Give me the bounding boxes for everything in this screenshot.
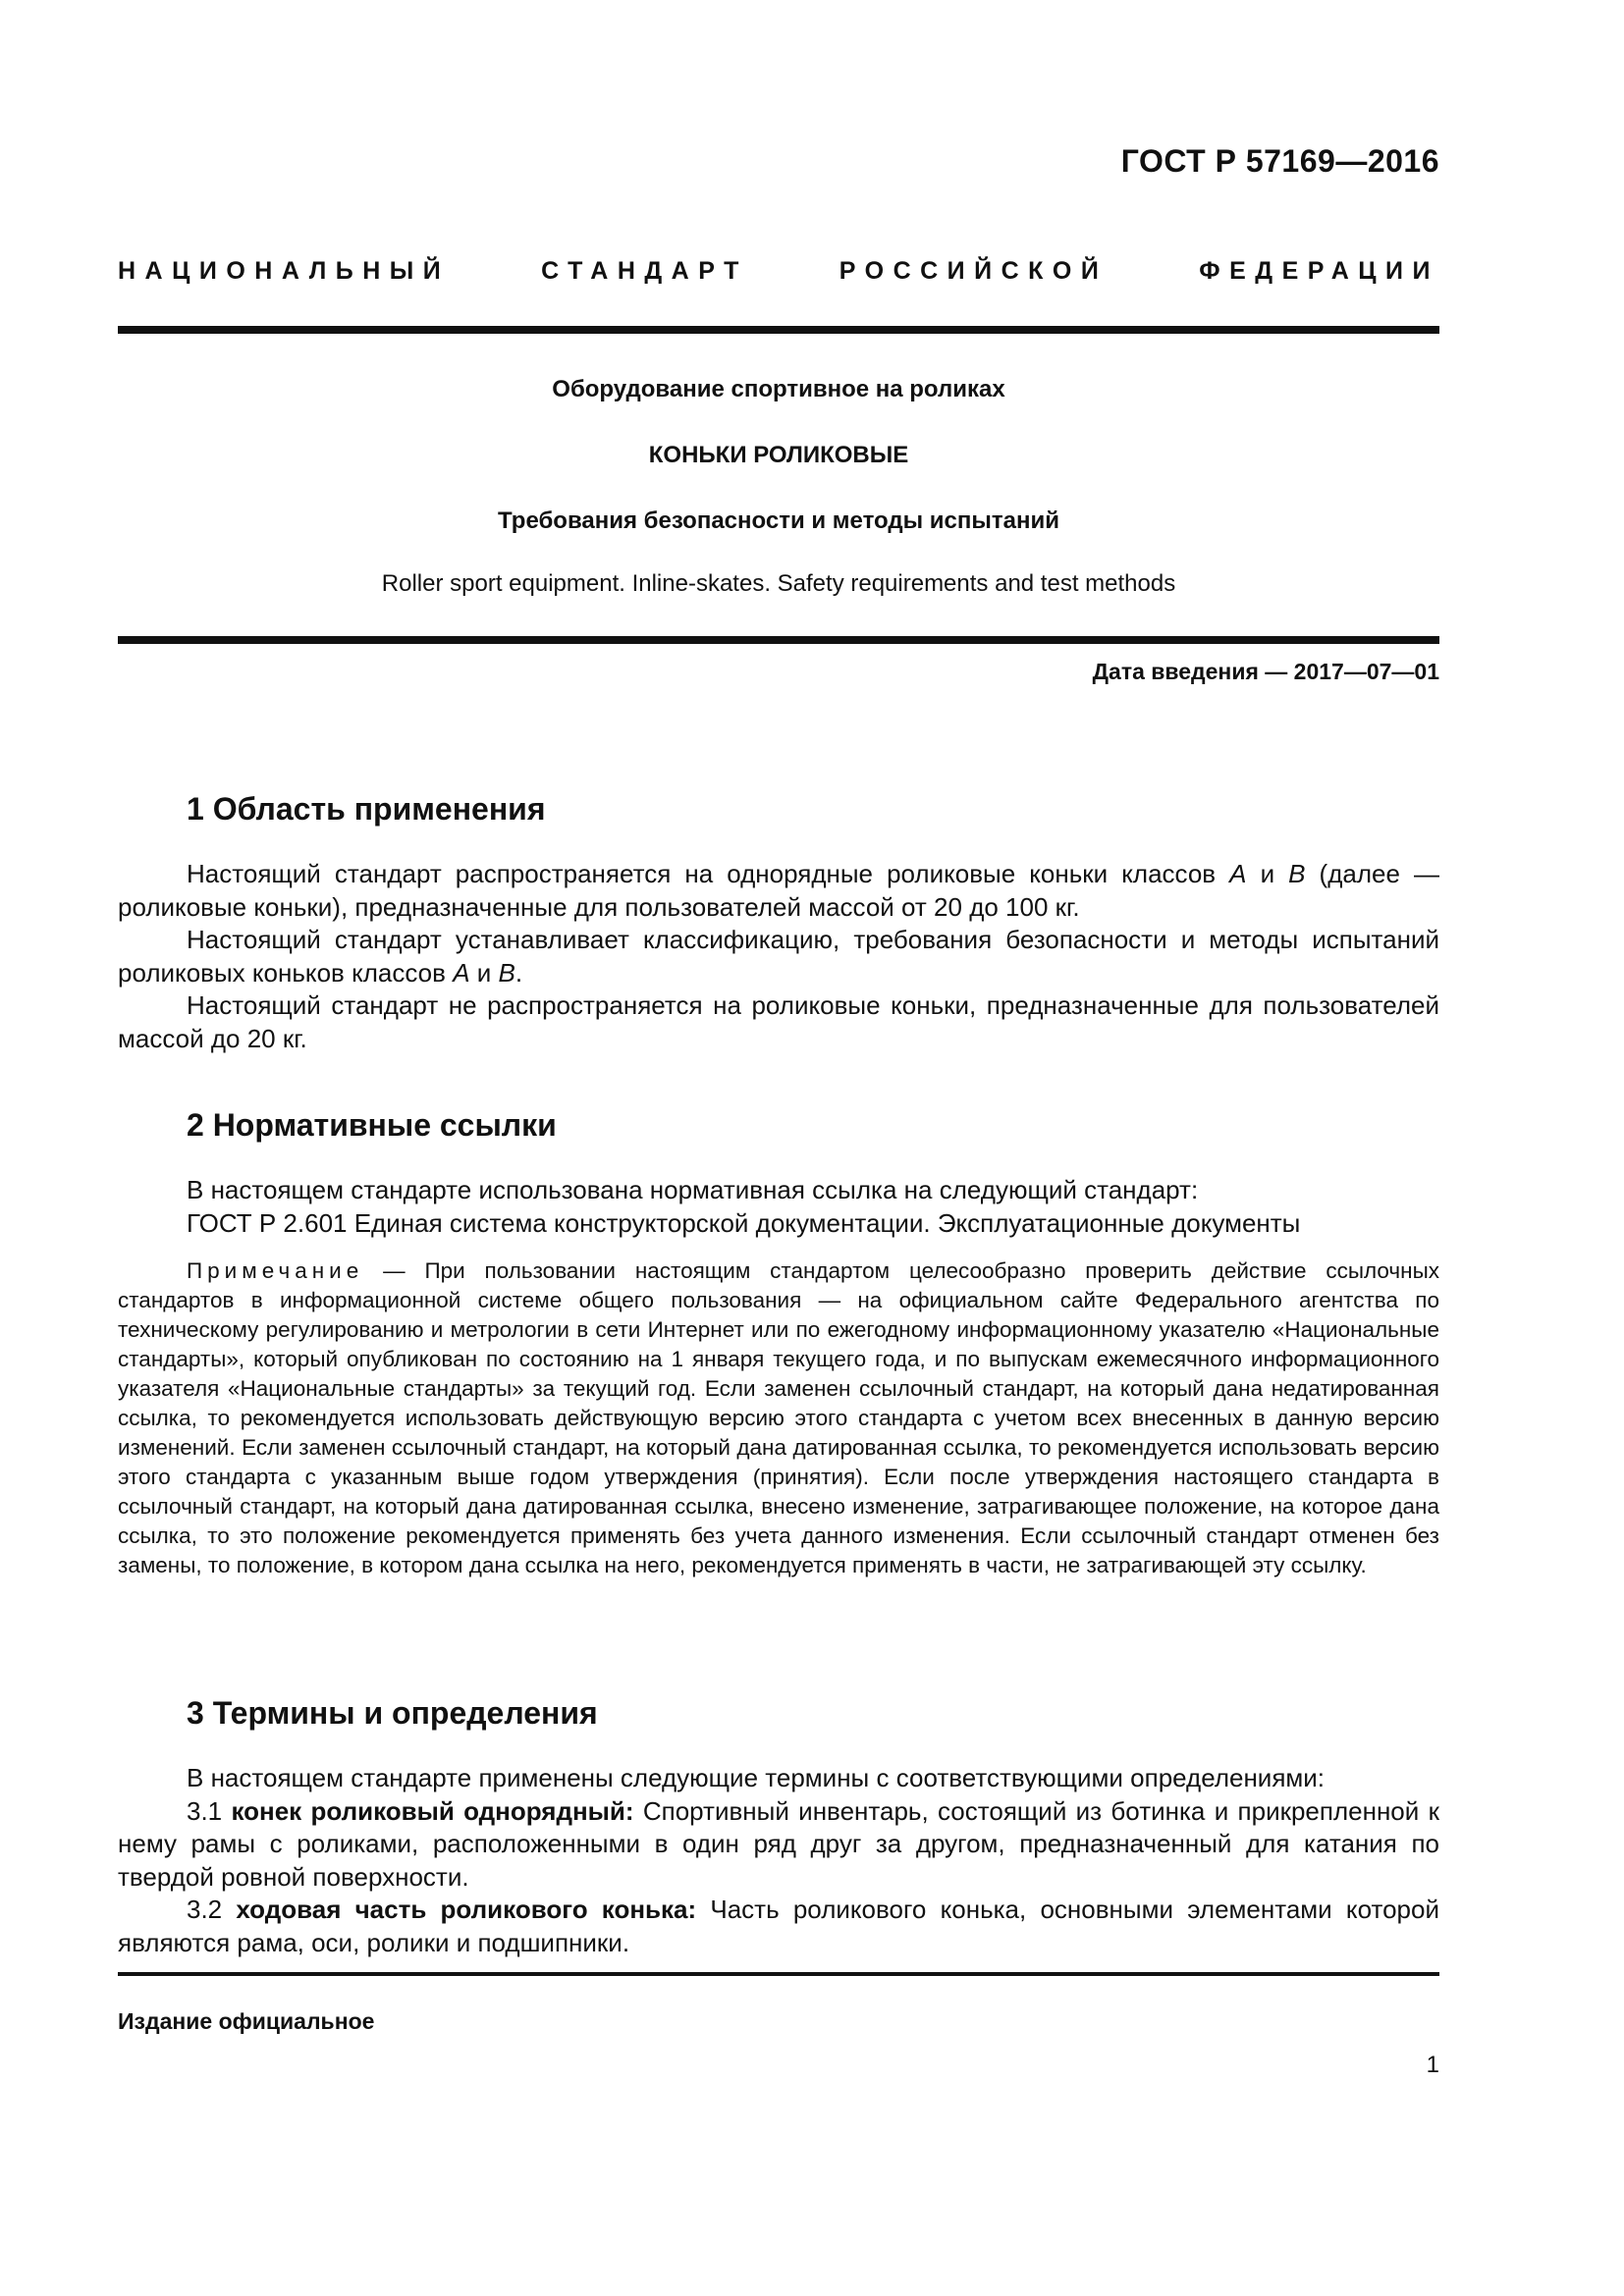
standard-organization: НАЦИОНАЛЬНЫЙ СТАНДАРТ РОССИЙСКОЙ ФЕДЕРАЦИИ [118,257,1439,285]
term-3-2-title: ходовая часть роликового конька: [236,1895,697,1924]
page-number: 1 [1426,2052,1439,2078]
title-rule-top [118,326,1439,334]
official-edition-label: Издание официальное [118,2008,375,2034]
section-1-paragraph-2: Настоящий стандарт устанавливает классификацию, требования безопасности и методы испытаний роликовых коньков классов А и В. [118,925,1439,988]
section-2-paragraph-1: В настоящем стандарте использована нормативная ссылка на следующий стандарт: [187,1175,1199,1204]
note-label: Примечание [187,1258,364,1283]
term-3-1-definition: Спортивный инвентарь, состоящий из ботинка и прикрепленной к нему рамы с роликами, расположенными в один ряд друг за другом, предназначенный для катания по твердой ровной поверхности. [118,1795,1439,1892]
title-rule-bottom [118,636,1439,644]
title-line-1: Оборудование спортивное на роликах [552,376,1005,402]
term-3-2: 3.2 ходовая часть роликового конька: Часть роликового конька, основными элементами которой являются рама, оси, ролики и подшипники. [118,1895,1439,1957]
section-1-body [118,858,1439,1055]
english-title: Roller sport equipment. Inline-skates. Safety requirements and test methods [381,570,1176,597]
title-line-2: КОНЬКИ РОЛИКОВЫЕ [648,442,909,468]
term-3-1-title: конек роликовый однорядный: [231,1795,634,1826]
section-2-heading: 2 Нормативные ссылки [187,1107,557,1143]
term-3-2-definition: Часть роликового конька, основными элементами которой являются рама, оси, ролики и подшипники. [118,1895,1439,1957]
term-3-1: 3.1 конек роликовый однорядный: Спортивный инвентарь, состоящий из ботинка и прикрепленной к нему рамы с роликами, расположенными в один ряд друг за другом, предназначенный для катания по твердой ровной поверхности. [118,1795,1439,1892]
section-2-reference: ГОСТ Р 2.601 Единая система конструкторской документации. Эксплуатационные документы [187,1207,1301,1238]
footer-rule [118,1972,1439,1976]
standard-number: ГОСТ Р 57169—2016 [1120,143,1439,179]
section-3-heading: 3 Термины и определения [187,1695,598,1731]
section-2-body [118,1174,1439,1240]
section-3-body [118,1762,1439,1959]
section-1-paragraph-1: Настоящий стандарт распространяется на однорядные роликовые коньки классов А и В (далее — роликовые коньки), предназначенные для пользователей массой от 20 до 100 кг. [118,859,1439,922]
introduction-date: Дата введения — 2017—07—01 [1092,659,1439,684]
note-text: — При пользовании настоящим стандартом целесообразно проверить действие ссылочных стандартов в информационной системе общего пользования — на официальном сайте Федерального агентства по техническому регулированию и метрологии в сети Интернет или по ежегодному информационному указателю «Национальные стандарты», который опубликован по состоянию на 1 января текущего года, и по выпускам ежемесячного информационного указателя «Национальные стандарты» за текущий год. Если заменен ссылочный стандарт, на который дана недатированная ссылка, то рекомендуется использовать действующую версию этого стандарта с учетом всех внесенных в данную версию изменений. Если заменен ссылочный стандарт, на который дана датированная ссылка, то рекомендуется использовать версию этого стандарта с указанным выше годом утверждения (принятия). Если после утверждения настоящего стандарта в ссылочный стандарт, на который дана датированная ссылка, внесено изменение, затрагивающее положение, на которое дана ссылка, то это положение рекомендуется применять без учета данного изменения. Если ссылочный стандарт отменен без замены, то положение, в котором дана ссылка на него, рекомендуется применять в части, не затрагивающей эту ссылку. [118,1258,1439,1577]
section-3-paragraph-1: В настоящем стандарте применены следующие термины с соответствующими определениями: [187,1763,1326,1792]
section-2-note [118,1256,1439,1580]
section-1-paragraph-3: Настоящий стандарт не распространяется на роликовые коньки, предназначенные для пользователей массой до 20 кг. [118,990,1439,1053]
title-line-3: Требования безопасности и методы испытаний [498,507,1059,534]
section-1-heading: 1 Область применения [187,791,546,827]
